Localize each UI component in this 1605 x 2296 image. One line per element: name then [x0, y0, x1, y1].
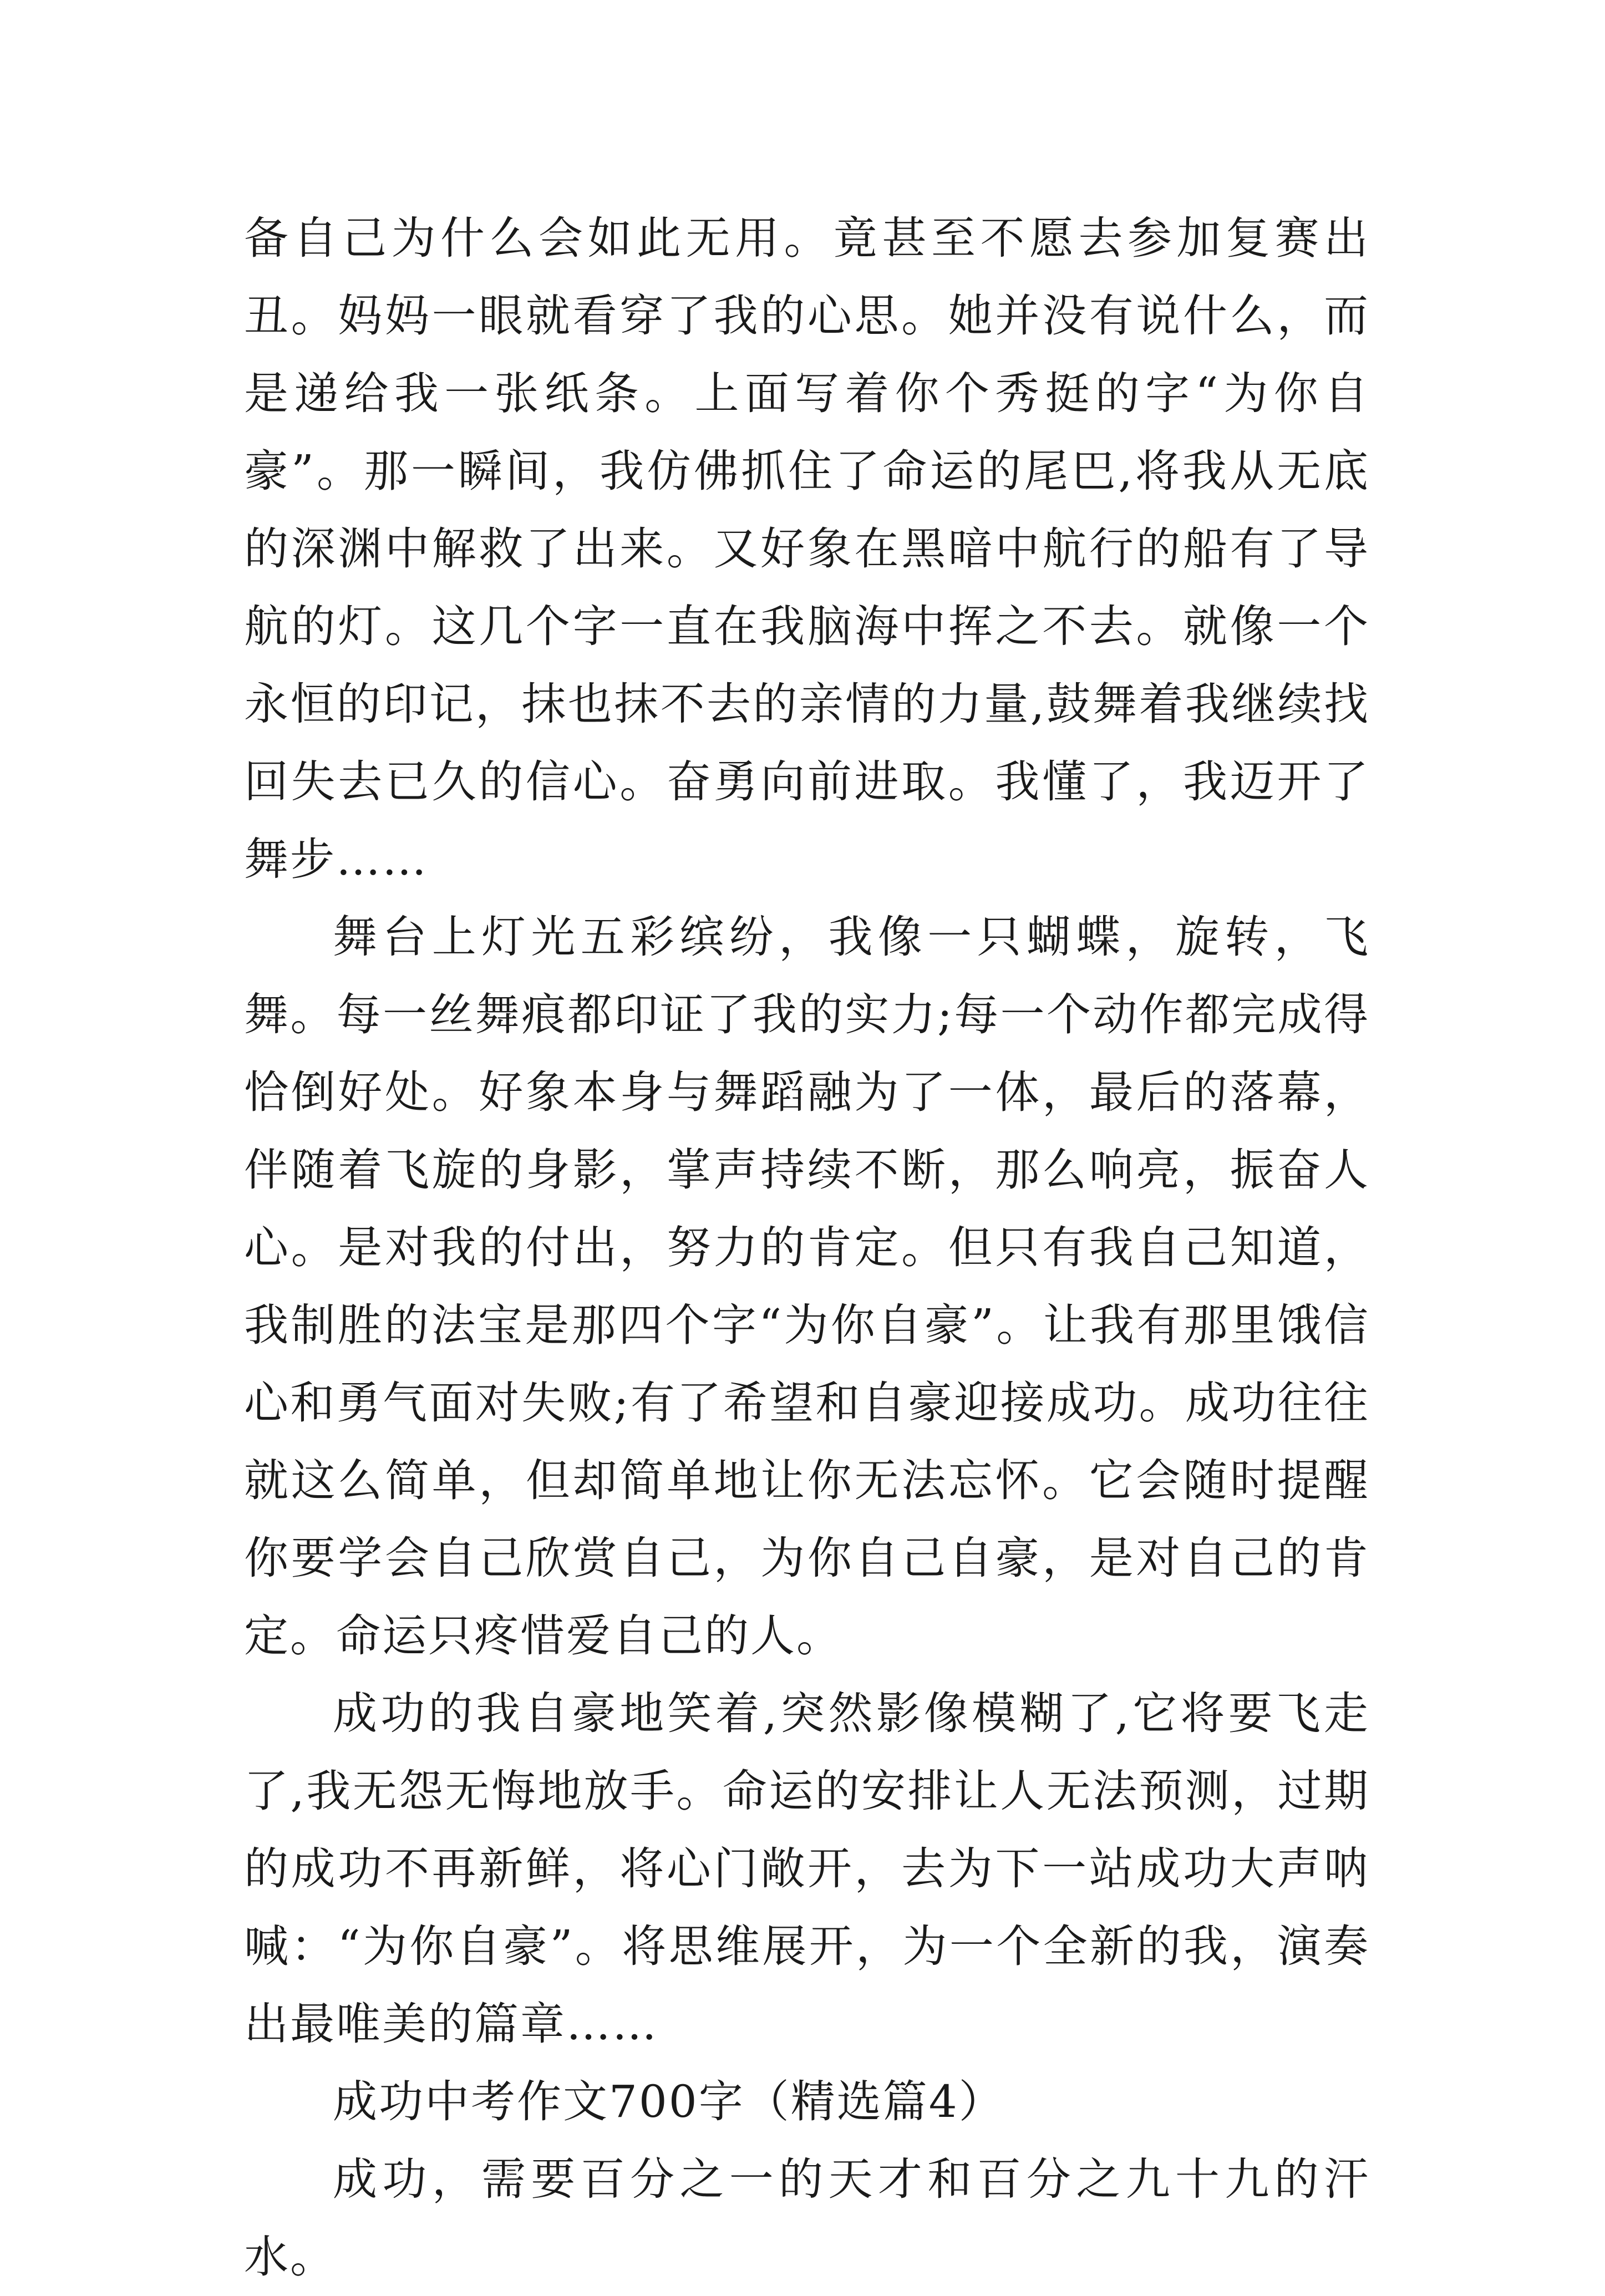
paragraph-3: 成功的我自豪地笑着,突然影像模糊了,它将要飞走了,我无怨无悔地放手。命运的安排让人无法预测，过期的成功不再新鲜，将心门敞开，去为下一站成功大声呐喊：“为你自豪”。将思维展开，为一个全新的我，演奏出最唯美的篇章……: [244, 1688, 1370, 2050]
paragraph-5: 成功，需要百分之一的天才和百分之九十九的汗水。: [244, 2153, 1370, 2283]
section-heading: 成功中考作文700字（精选篇4）: [333, 2076, 1005, 2127]
paragraph-2: 舞台上灯光五彩缤纷，我像一只蝴蝶，旋转，飞舞。每一丝舞痕都印证了我的实力;每一个动作都完成得恰倒好处。好象本身与舞蹈融为了一体，最后的落幕，伴随着飞旋的身影，掌声持续不断，那么响亮，振奋人心。是对我的付出，努力的肯定。但只有我自己知道，我制胜的法宝是那四个字“为你自豪”。让我有那里饿信心和勇气面对失败;有了希望和自豪迎接成功。成功往往就这么简单，但却简单地让你无法忘怀。它会随时提醒你要学会自己欣赏自己，为你自己自豪，是对自己的肯定。命运只疼惜爱自己的人。: [244, 911, 1370, 1662]
document-body: [244, 200, 1370, 2296]
paragraph-1: 备自己为什么会如此无用。竟甚至不愿去参加复赛出丑。妈妈一眼就看穿了我的心思。她并没有说什么，而是递给我一张纸条。上面写着你个秀挺的字“为你自豪”。那一瞬间，我仿佛抓住了命运的尾巴,将我从无底的深渊中解救了出来。又好象在黑暗中航行的船有了导航的灯。这几个字一直在我脑海中挥之不去。就像一个永恒的印记，抹也抹不去的亲情的力量,鼓舞着我继续找回失去已久的信心。奋勇向前进取。我懂了，我迈开了舞步……: [244, 212, 1370, 885]
